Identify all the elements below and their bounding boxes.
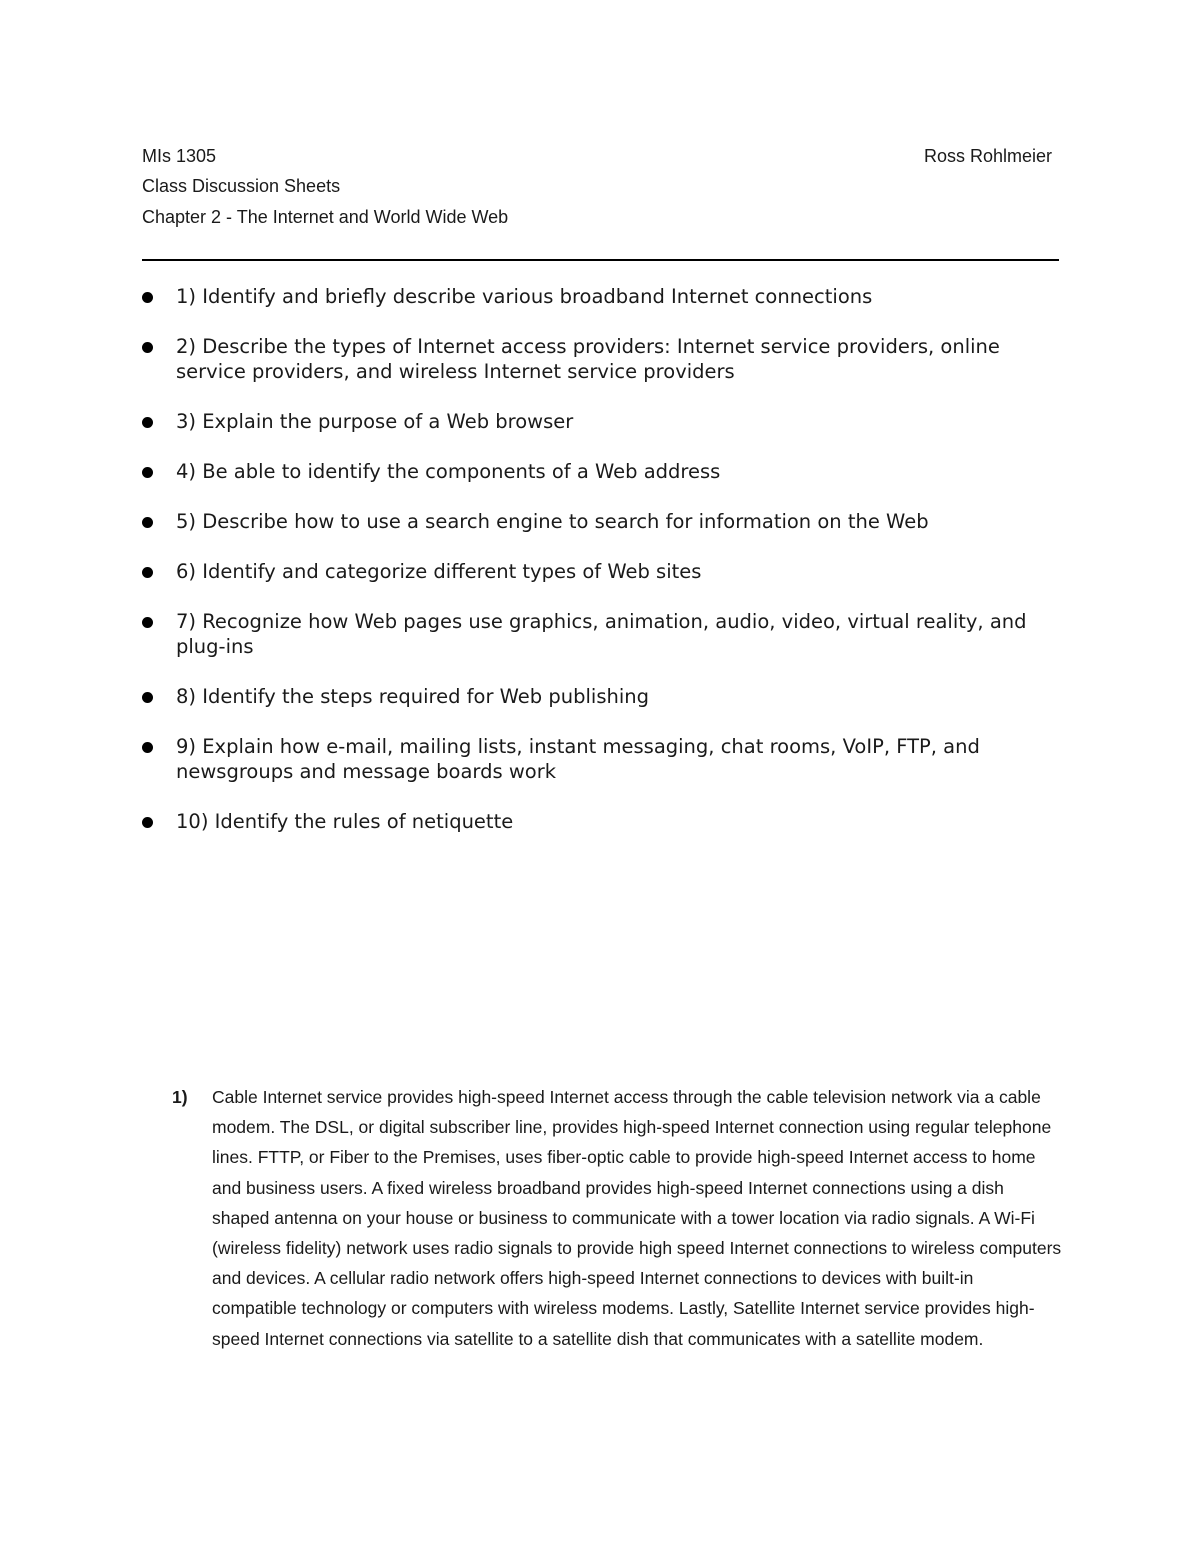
objective-text: 1) Identify and briefly describe various broadband Internet connections: [176, 285, 873, 308]
answer-number: 1): [172, 1087, 188, 1107]
objective-text: 7) Recognize how Web pages use graphics, animation, audio, video, virtual reality, and plug-ins: [176, 610, 1027, 658]
bullet-icon: [142, 467, 153, 478]
objective-text: 3) Explain the purpose of a Web browser: [176, 410, 574, 433]
objective-item: [142, 284, 1036, 309]
answers-list: [172, 1082, 1062, 1354]
bullet-icon: [142, 342, 153, 353]
objective-item: [142, 334, 1036, 384]
objective-item: [142, 684, 1036, 709]
header-divider: [142, 259, 1059, 261]
objective-item: [142, 409, 1036, 434]
objective-text: 4) Be able to identify the components of a Web address: [176, 460, 721, 483]
objective-item: [142, 734, 1036, 784]
objective-text: 6) Identify and categorize different types of Web sites: [176, 560, 702, 583]
objective-text: 9) Explain how e-mail, mailing lists, instant messaging, chat rooms, VoIP, FTP, and newsgroups and message boards work: [176, 735, 980, 783]
bullet-icon: [142, 517, 153, 528]
author-name: Ross Rohlmeier: [923, 146, 1052, 166]
objective-text: 10) Identify the rules of netiquette: [176, 810, 514, 833]
objective-item: [142, 459, 1036, 484]
objective-text: 5) Describe how to use a search engine to search for information on the Web: [176, 510, 929, 533]
bullet-icon: [142, 567, 153, 578]
bullet-icon: [142, 742, 153, 753]
course-code: MIs 1305: [142, 146, 217, 166]
answer-item: [172, 1082, 1062, 1354]
bullet-icon: [142, 617, 153, 628]
objective-text: 2) Describe the types of Internet access providers: Internet service providers, online service providers, and wireless Internet service providers: [176, 335, 1000, 383]
objective-item: [142, 609, 1036, 659]
objective-item: [142, 809, 1036, 834]
document-subtitle: Class Discussion Sheets: [142, 176, 341, 196]
objective-text: 8) Identify the steps required for Web publishing: [176, 685, 650, 708]
answer-text: Cable Internet service provides high-speed Internet access through the cable television network via a cable modem. The DSL, or digital subscriber line, provides high-speed Internet connection using regular telephone lines. FTTP, or Fiber to the Premises, uses fiber-optic cable to provide high-speed Internet access to home and business users. A fixed wireless broadband provides high-speed Internet connections using a dish shaped antenna on your house or business to communicate with a tower location via radio signals. A Wi-Fi (wireless fidelity) network uses radio signals to provide high speed Internet connections to wireless computers and devices. A cellular radio network offers high-speed Internet connections to devices with built-in compatible technology or computers with wireless modems. Lastly, Satellite Internet service provides high-speed Internet connections via satellite to a satellite dish that communicates with a satellite modem.: [212, 1087, 1062, 1349]
bullet-icon: [142, 692, 153, 703]
chapter-title: Chapter 2 - The Internet and World Wide Web: [142, 207, 509, 227]
bullet-icon: [142, 292, 153, 303]
objectives-list: [142, 284, 1059, 859]
bullet-icon: [142, 417, 153, 428]
bullet-icon: [142, 817, 153, 828]
objective-item: [142, 559, 1036, 584]
objective-item: [142, 509, 1036, 534]
